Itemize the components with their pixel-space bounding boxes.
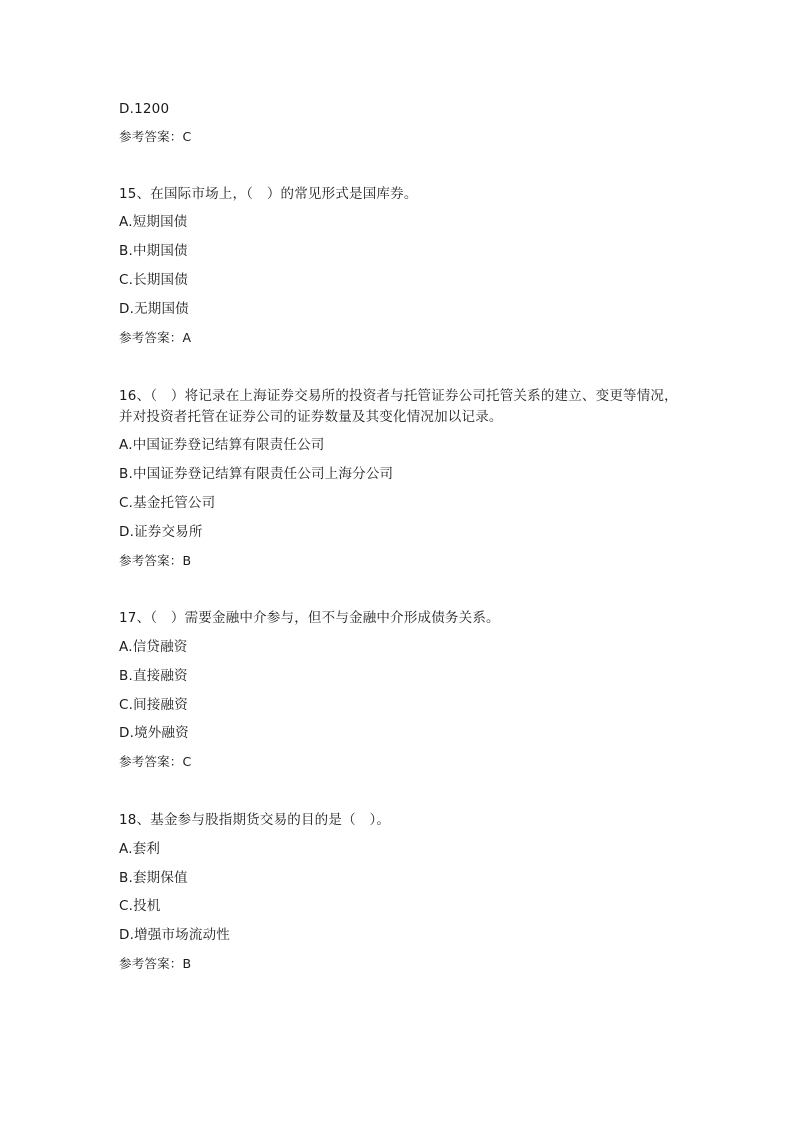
answer-key: 参考答案：C (119, 754, 192, 769)
answer-key: 参考答案：B (119, 956, 192, 971)
option-a: A.短期国债 (119, 214, 188, 230)
option-d: D.境外融资 (119, 725, 189, 741)
option-b: B.中期国债 (119, 243, 188, 259)
option-c: C.投机 (119, 898, 161, 914)
question-stem: 16、（ ）将记录在上海证券交易所的投资者与托管证券公司托管关系的建立、变更等情况， (119, 388, 678, 404)
option-a: A.信贷融资 (119, 639, 188, 655)
option-d: D.1200 (119, 101, 170, 117)
option-d: D.证券交易所 (119, 524, 203, 540)
answer-key: 参考答案：A (119, 330, 192, 345)
question-stem-continued: 并对投资者托管在证券公司的证券数量及其变化情况加以记录。 (119, 409, 503, 425)
option-c: C.长期国债 (119, 272, 188, 288)
question-stem: 15、在国际市场上，（ ）的常见形式是国库券。 (119, 186, 418, 202)
option-c: C.间接融资 (119, 697, 188, 713)
option-c: C.基金托管公司 (119, 495, 216, 511)
option-a: A.中国证券登记结算有限责任公司 (119, 437, 325, 453)
question-stem: 18、基金参与股指期货交易的目的是（ ）。 (119, 812, 391, 828)
option-b: B.直接融资 (119, 668, 188, 684)
option-b: B.中国证券登记结算有限责任公司上海分公司 (119, 466, 394, 482)
option-b: B.套期保值 (119, 870, 188, 886)
question-stem: 17、（ ）需要金融中介参与，但不与金融中介形成债务关系。 (119, 610, 500, 626)
option-d: D.无期国债 (119, 301, 189, 317)
answer-key: 参考答案：C (119, 129, 192, 144)
option-d: D.增强市场流动性 (119, 927, 230, 943)
option-a: A.套利 (119, 841, 161, 857)
answer-key: 参考答案：B (119, 553, 192, 568)
